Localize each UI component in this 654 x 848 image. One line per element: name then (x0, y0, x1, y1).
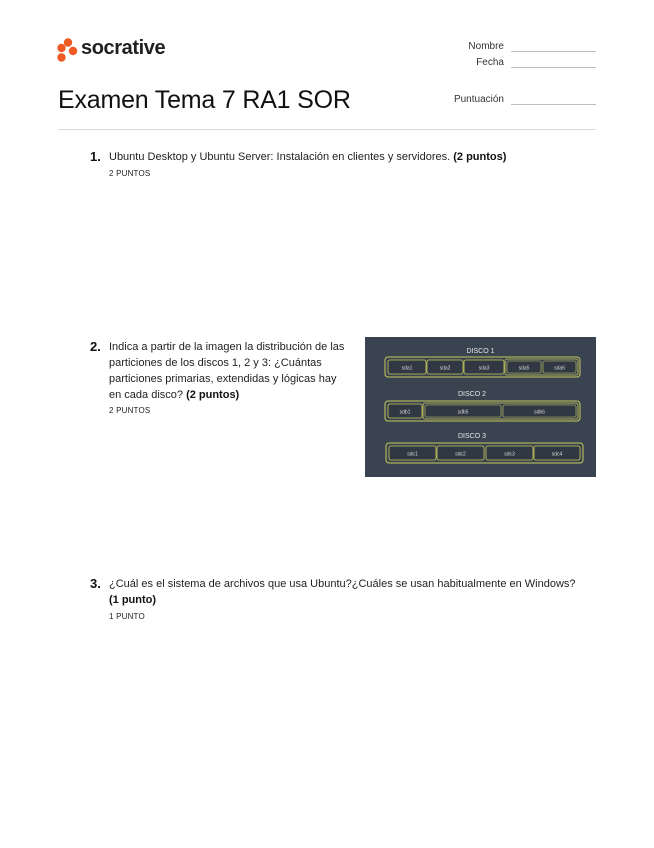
question-1-points-bold: (2 puntos) (453, 151, 507, 163)
header-divider (58, 129, 596, 130)
partition-sdb5-label: sdb5 (457, 409, 469, 416)
question-2-line-2: particiones de los discos 1, 2 y 3: ¿Cuántas (109, 357, 322, 369)
question-1-text (109, 149, 589, 165)
brand-name: socrative (81, 37, 166, 59)
question-1-statement: Ubuntu Desktop y Ubuntu Server: Instalación en clientes y servidores. (109, 151, 451, 163)
date-label: Fecha (476, 57, 504, 68)
partition-sdb1-label: sdb1 (399, 409, 411, 416)
disk-1-label: DISCO 1 (466, 348, 495, 355)
page-title: Examen Tema 7 RA1 SOR (58, 86, 351, 114)
question-3-points-bold: (1 punto) (109, 594, 157, 606)
partition-sdc3-label: sdc3 (504, 451, 515, 458)
partition-sdb6-label: sdb6 (534, 409, 545, 416)
socrative-logo-icon (57, 38, 79, 64)
partition-sda5-label: sda5 (518, 365, 530, 372)
question-1-points: 2 PUNTOS (109, 169, 151, 178)
partition-diagram-image (365, 337, 596, 477)
question-2-number: 2. (90, 339, 101, 354)
question-1-number: 1. (90, 149, 101, 164)
partition-sda3-label: sda3 (478, 365, 490, 372)
name-field[interactable] (511, 51, 596, 52)
name-label: Nombre (468, 41, 504, 52)
question-2-line-3: particiones primarias, extendidas y lógicas hay (109, 373, 337, 385)
question-3-number: 3. (90, 576, 101, 591)
partition-sdc4-label: sdc4 (551, 451, 563, 458)
partition-sda1-label: sda1 (401, 365, 413, 372)
partition-sda6-label: sda6 (554, 365, 565, 372)
question-3-text (109, 576, 594, 608)
partition-sdc1-label: sdc1 (407, 451, 418, 458)
question-3-points: 1 PUNTO (109, 612, 145, 621)
question-2-text (109, 339, 359, 403)
partition-sdc2-label: sdc2 (455, 451, 466, 458)
question-2-points: 2 PUNTOS (109, 406, 151, 415)
date-field[interactable] (511, 67, 596, 68)
score-field[interactable] (511, 104, 596, 105)
question-3-statement: ¿Cuál es el sistema de archivos que usa Ubuntu?¿Cuáles se usan habitualmente en Windows? (109, 578, 576, 590)
partition-diagram (365, 337, 596, 477)
score-label: Puntuación (453, 94, 504, 105)
question-2-points-bold: (2 puntos) (186, 389, 240, 401)
question-2-line-4: en cada disco? (109, 389, 183, 401)
socrative-logo (57, 37, 187, 67)
disk-2-label: DISCO 2 (457, 391, 487, 398)
disk-3-label: DISCO 3 (457, 433, 487, 440)
partition-sda2-label: sda2 (439, 365, 451, 372)
question-2-line-1: Indica a partir de la imagen la distribución de las (109, 341, 345, 353)
